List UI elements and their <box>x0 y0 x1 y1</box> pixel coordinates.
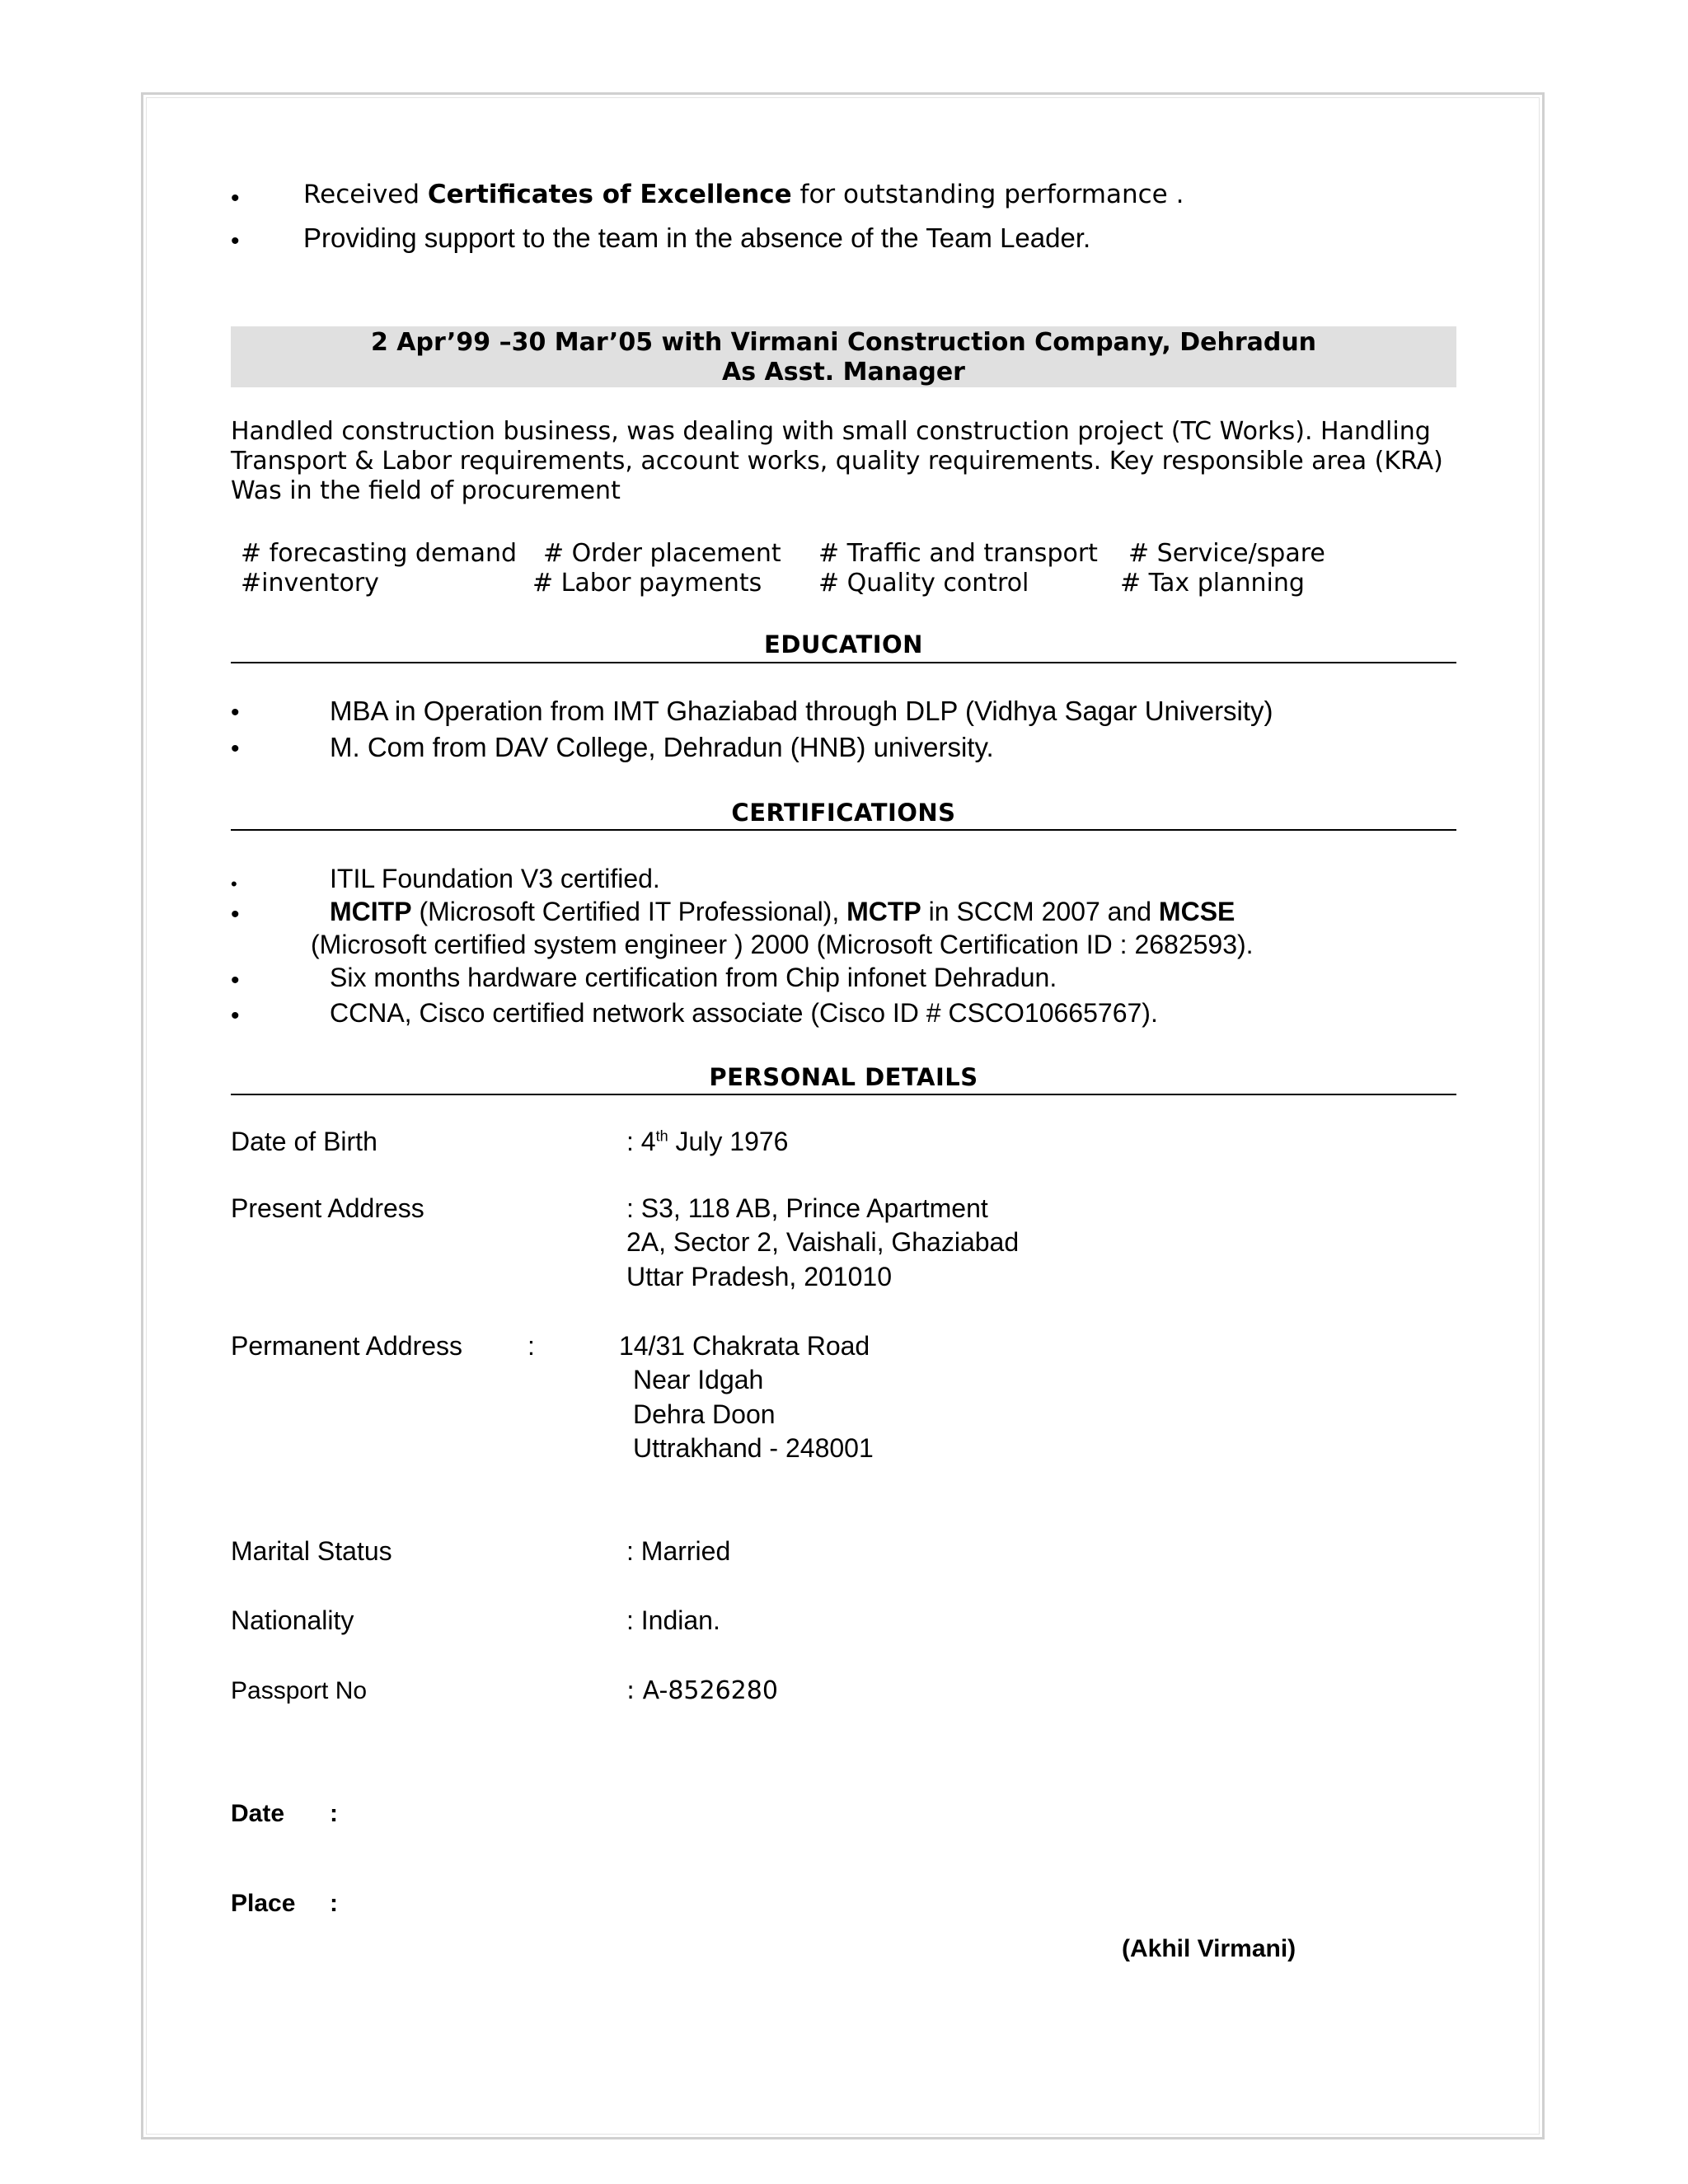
personal-details-divider <box>231 1094 1456 1095</box>
bullet-icon: • <box>231 735 240 762</box>
permanent-address-line: Dehra Doon <box>633 1399 776 1429</box>
present-address-line: Uttar Pradesh, 201010 <box>626 1262 892 1291</box>
bullet-icon: • <box>231 699 240 726</box>
cert-bold-text: MCITP <box>330 897 412 926</box>
certification-item: ITIL Foundation V3 certified. <box>330 864 660 893</box>
cert-text: (Microsoft Certified IT Professional), <box>411 897 847 926</box>
kra-item: # forecasting demand <box>241 539 518 568</box>
certification-item: Six months hardware certification from Chip infonet Dehradun. <box>330 963 1057 992</box>
date-label: Date <box>231 1800 285 1827</box>
certification-item-continuation: (Microsoft certified system engineer ) 2000 (Microsoft Certification ID : 2682593). <box>311 930 1254 959</box>
education-divider <box>231 662 1456 663</box>
bullet-icon: • <box>231 874 237 894</box>
passport-label: Passport No <box>231 1677 368 1704</box>
kra-item: # Service/spare <box>1128 539 1325 568</box>
certifications-title: CERTIFICATIONS <box>731 799 956 827</box>
achievement-bold-text: Certificates of Excellence <box>427 180 792 209</box>
kra-item: # Traffic and transport <box>818 539 1098 568</box>
bullet-icon: • <box>231 967 240 994</box>
signature-name: (Akhil Virmani) <box>1122 1935 1296 1962</box>
dob-superscript: th <box>655 1127 668 1145</box>
passport-value: : A-8526280 <box>626 1676 778 1705</box>
cert-text: in SCCM 2007 and <box>921 897 1159 926</box>
nationality-label: Nationality <box>231 1605 354 1635</box>
education-item: MBA in Operation from IMT Ghaziabad through DLP (Vidhya Sagar University) <box>330 696 1273 726</box>
kra-item: #inventory <box>241 569 379 598</box>
job-header-dates-company: 2 Apr’99 –30 Mar’05 with Virmani Construction Company, Dehradun <box>370 328 1317 357</box>
bullet-icon: • <box>231 1002 240 1029</box>
kra-item: # Tax planning <box>1120 569 1305 598</box>
page-border-inner <box>146 97 1540 2135</box>
marital-status-label: Marital Status <box>231 1536 392 1566</box>
dob-suffix: July 1976 <box>668 1127 789 1156</box>
permanent-address-colon: : <box>528 1331 535 1361</box>
date-colon: : <box>330 1800 338 1827</box>
achievement-text: Received <box>303 180 428 209</box>
kra-item: # Labor payments <box>532 569 762 598</box>
permanent-address-line: Uttrakhand - 248001 <box>633 1433 874 1463</box>
present-address-line: : S3, 118 AB, Prince Apartment <box>626 1193 988 1223</box>
place-label: Place <box>231 1890 296 1917</box>
achievement-text: for outstanding performance . <box>791 180 1184 209</box>
certification-item: CCNA, Cisco certified network associate (Cisco ID # CSCO10665767). <box>330 998 1158 1028</box>
job-description-line: Transport & Labor requirements, account works, quality requirements. Key responsible area (KRA) <box>231 447 1443 476</box>
permanent-address-line: Near Idgah <box>633 1365 764 1394</box>
nationality-value: : Indian. <box>626 1605 720 1635</box>
present-address-label: Present Address <box>231 1193 424 1223</box>
education-title: EDUCATION <box>764 630 923 658</box>
education-item: M. Com from DAV College, Dehradun (HNB) university. <box>330 732 994 762</box>
bullet-icon: • <box>231 901 240 928</box>
place-colon: : <box>330 1890 338 1917</box>
job-description-line: Was in the field of procurement <box>231 476 621 505</box>
job-header-role: As Asst. Manager <box>722 358 965 387</box>
kra-item: # Order placement <box>543 539 781 568</box>
personal-details-title: PERSONAL DETAILS <box>709 1063 978 1091</box>
job-description-line: Handled construction business, was dealing with small construction project (TC Works). Handling <box>231 417 1431 446</box>
present-address-line: 2A, Sector 2, Vaishali, Ghaziabad <box>626 1227 1020 1257</box>
bullet-icon: • <box>231 185 240 212</box>
cert-bold-text: MCTP <box>846 897 921 926</box>
permanent-address-line: 14/31 Chakrata Road <box>619 1331 870 1361</box>
dob-prefix: : 4 <box>626 1127 656 1156</box>
marital-status-value: : Married <box>626 1536 731 1566</box>
achievement-item <box>303 180 1184 210</box>
dob-label: Date of Birth <box>231 1127 377 1156</box>
kra-item: # Quality control <box>818 569 1029 598</box>
certification-item <box>330 896 1235 927</box>
permanent-address-label: Permanent Address <box>231 1331 463 1361</box>
cert-bold-text: MCSE <box>1158 897 1236 926</box>
certifications-divider <box>231 829 1456 831</box>
dob-value <box>626 1126 788 1157</box>
bullet-icon: • <box>231 227 240 255</box>
achievement-item: Providing support to the team in the absence of the Team Leader. <box>303 223 1091 253</box>
